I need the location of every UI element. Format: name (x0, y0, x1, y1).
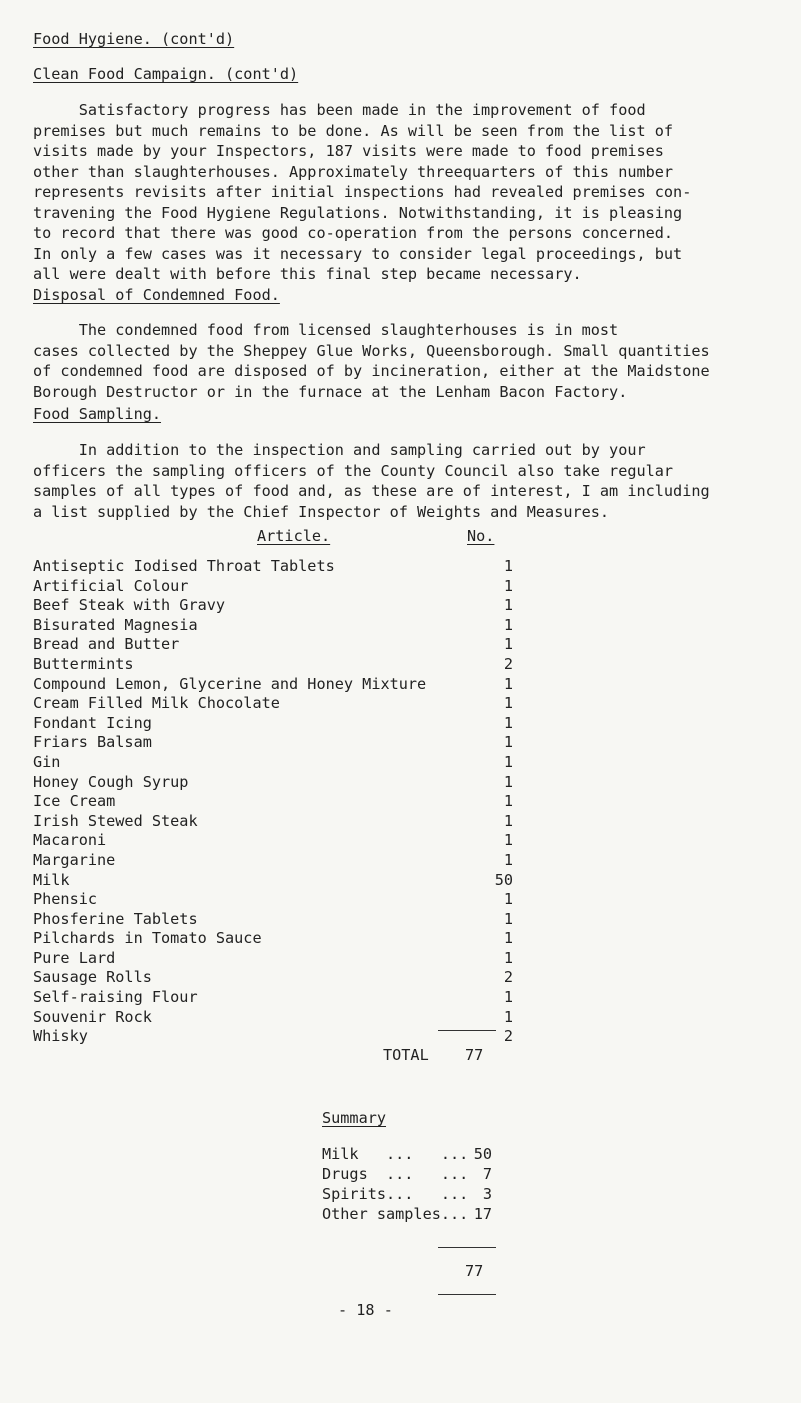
section-heading: Food Hygiene. (cont'd) (33, 30, 235, 48)
article-name: Whisky (33, 1027, 88, 1046)
summary-table (322, 1144, 492, 1224)
column-header-no: No. (467, 527, 495, 545)
article-count: 1 (503, 988, 513, 1007)
table-row (33, 910, 513, 930)
summary-row (322, 1144, 492, 1164)
article-count: 2 (503, 1027, 513, 1046)
article-name: Friars Balsam (33, 733, 152, 752)
table-row (33, 890, 513, 910)
article-count: 1 (503, 831, 513, 850)
summary-value: 50 (473, 1145, 492, 1163)
summary-row (322, 1184, 492, 1204)
article-count: 2 (503, 654, 513, 673)
summary-rule-top (438, 1247, 496, 1248)
summary-label: Drugs ... ... (322, 1165, 469, 1183)
subsection-heading: Clean Food Campaign. (cont'd) (33, 65, 299, 83)
article-name: Phensic (33, 890, 98, 909)
article-name: Honey Cough Syrup (33, 772, 189, 791)
paragraph-disposal: The condemned food from licensed slaughterhouses is in most cases collected by the Sheppey Glue Works, Queensborough. Small quantities of condemned food are disposed of by incineration, either at the Maidstone Borough Destructor or in the furnace at the Lenham Bacon Factory. (33, 321, 710, 401)
table-row (33, 968, 513, 988)
page-number: - 18 - (338, 1301, 393, 1319)
samples-table (33, 557, 513, 1047)
article-name: Artificial Colour (33, 576, 189, 595)
table-row (33, 988, 513, 1008)
article-count: 1 (503, 694, 513, 713)
article-name: Ice Cream (33, 792, 116, 811)
table-row (33, 733, 513, 753)
article-count: 1 (503, 792, 513, 811)
total-label: TOTAL (383, 1046, 429, 1064)
article-name: Souvenir Rock (33, 1007, 152, 1026)
article-count: 50 (494, 870, 513, 889)
table-row (33, 616, 513, 636)
article-count: 1 (503, 909, 513, 928)
table-row (33, 655, 513, 675)
column-header-article: Article. (257, 527, 331, 545)
summary-total: 77 (465, 1262, 484, 1280)
article-count: 1 (503, 557, 513, 575)
table-row (33, 557, 513, 577)
table-row (33, 851, 513, 871)
article-name: Macaroni (33, 831, 107, 850)
article-count: 1 (503, 811, 513, 830)
summary-value: 7 (482, 1165, 492, 1183)
table-row (33, 831, 513, 851)
paragraph-sampling: In addition to the inspection and sampling carried out by your officers the sampling officers of the County Council also take regular samples of all types of food and, as these are of interest, I am including a list supplied by the Chief Inspector of Weights and Measures. (33, 441, 710, 521)
table-row (33, 635, 513, 655)
sampling-heading: Food Sampling. (33, 405, 162, 423)
summary-row (322, 1204, 492, 1224)
article-name: Bisurated Magnesia (33, 615, 198, 634)
summary-rule-bottom (438, 1294, 496, 1295)
table-row (33, 675, 513, 695)
article-name: Gin (33, 752, 61, 771)
article-name: Compound Lemon, Glycerine and Honey Mixture (33, 674, 427, 693)
article-name: Cream Filled Milk Chocolate (33, 694, 280, 713)
table-row (33, 714, 513, 734)
article-count: 1 (503, 929, 513, 948)
article-name: Phosferine Tablets (33, 909, 198, 928)
total-value: 77 (465, 1046, 484, 1064)
summary-value: 17 (473, 1205, 492, 1223)
article-count: 1 (503, 850, 513, 869)
article-name: Fondant Icing (33, 713, 152, 732)
article-count: 1 (503, 615, 513, 634)
total-rule (438, 1030, 496, 1031)
table-row (33, 694, 513, 714)
article-name: Beef Steak with Gravy (33, 596, 226, 615)
article-count: 1 (503, 576, 513, 595)
article-count: 1 (503, 948, 513, 967)
article-count: 1 (503, 635, 513, 654)
summary-heading: Summary (322, 1109, 387, 1127)
article-count: 1 (503, 674, 513, 693)
article-count: 2 (503, 968, 513, 987)
article-name: Bread and Butter (33, 635, 180, 654)
table-row (33, 596, 513, 616)
article-count: 1 (503, 713, 513, 732)
article-count: 1 (503, 1007, 513, 1026)
table-row (33, 929, 513, 949)
article-name: Self-raising Flour (33, 988, 198, 1007)
table-row (33, 792, 513, 812)
article-name: Sausage Rolls (33, 968, 152, 987)
article-name: Antiseptic Iodised Throat Tablets (33, 557, 335, 575)
summary-value: 3 (482, 1185, 492, 1203)
summary-label: Milk ... ... (322, 1145, 469, 1163)
table-row (33, 1008, 513, 1028)
article-count: 1 (503, 772, 513, 791)
table-row (33, 812, 513, 832)
article-name: Milk (33, 870, 70, 889)
table-row (33, 753, 513, 773)
article-count: 1 (503, 596, 513, 615)
article-name: Pure Lard (33, 948, 116, 967)
summary-label: Other samples... (322, 1205, 469, 1223)
summary-label: Spirits... ... (322, 1185, 469, 1203)
article-name: Pilchards in Tomato Sauce (33, 929, 262, 948)
article-name: Buttermints (33, 654, 134, 673)
disposal-heading: Disposal of Condemned Food. (33, 286, 280, 304)
summary-row (322, 1164, 492, 1184)
article-name: Margarine (33, 850, 116, 869)
article-count: 1 (503, 733, 513, 752)
article-count: 1 (503, 890, 513, 909)
table-row (33, 871, 513, 891)
table-row (33, 773, 513, 793)
paragraph-clean-food: Satisfactory progress has been made in the improvement of food premises but much remains to be done. As will be seen from the list of visits made by your Inspectors, 187 visits were made to food premises other than slaughterhouses. Approximately threequarters of this number represents revisits after initial inspections had revealed premises con- travening the Food Hygiene Regulations. Notwithstanding, it is pleasing to record that there was good co-operation from the persons concerned. In only a few cases was it necessary to consider legal proceedings, but all were dealt with before this final step became necessary. (33, 101, 692, 283)
table-row (33, 949, 513, 969)
table-row (33, 577, 513, 597)
article-name: Irish Stewed Steak (33, 811, 198, 830)
article-count: 1 (503, 752, 513, 771)
